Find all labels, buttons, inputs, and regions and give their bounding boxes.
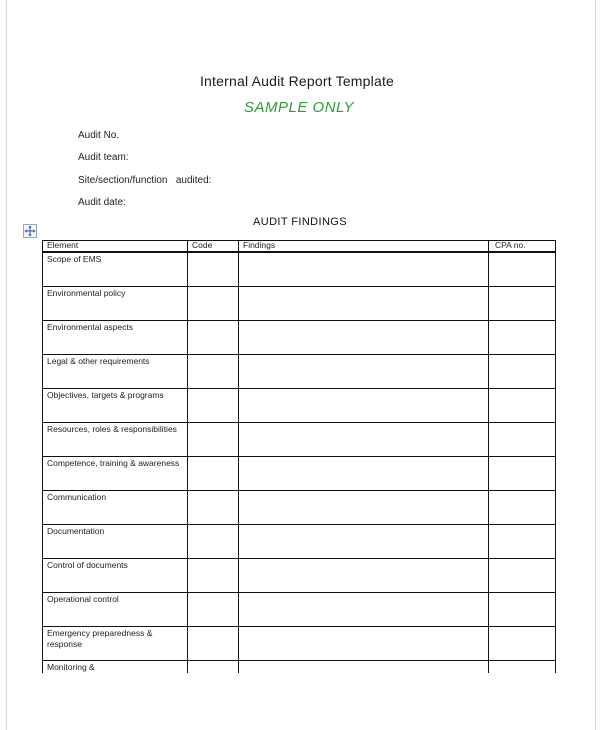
audit-findings-table <box>42 240 556 673</box>
table-row <box>43 491 556 525</box>
table-row <box>43 593 556 627</box>
column-header-cpa-no: CPA no. <box>489 241 556 253</box>
findings-cell[interactable] <box>239 661 489 674</box>
code-cell[interactable] <box>188 287 239 321</box>
cpa-cell[interactable] <box>489 389 556 423</box>
table-row <box>43 287 556 321</box>
code-cell[interactable] <box>188 559 239 593</box>
cpa-cell[interactable] <box>489 355 556 389</box>
table-move-handle[interactable] <box>23 224 37 238</box>
field-audit-date: Audit date: <box>78 197 126 208</box>
table-row <box>43 252 556 287</box>
element-operational-control: Operational control <box>47 594 119 604</box>
sample-only-subtitle: SAMPLE ONLY <box>244 99 354 116</box>
field-site-audited: Site/section/function audited: <box>78 175 212 186</box>
findings-cell[interactable] <box>239 355 489 389</box>
code-cell[interactable] <box>188 321 239 355</box>
element-documentation: Documentation <box>47 526 105 536</box>
findings-cell[interactable] <box>239 321 489 355</box>
element-environmental-policy: Environmental policy <box>47 288 126 298</box>
element-monitoring: Monitoring & <box>47 662 95 672</box>
audit-findings-heading: AUDIT FINDINGS <box>252 216 347 228</box>
findings-cell[interactable] <box>239 389 489 423</box>
column-header-findings: Findings <box>239 241 489 253</box>
code-cell[interactable] <box>188 389 239 423</box>
cpa-cell[interactable] <box>489 491 556 525</box>
column-header-code: Code <box>188 241 239 253</box>
element-scope-of-ems: Scope of EMS <box>47 254 102 264</box>
findings-cell[interactable] <box>239 287 489 321</box>
element-control-of-documents: Control of documents <box>47 560 128 570</box>
field-audit-team: Audit team: <box>78 152 129 163</box>
cpa-cell[interactable] <box>489 287 556 321</box>
table-row <box>43 355 556 389</box>
table-row <box>43 423 556 457</box>
table-row <box>43 627 556 661</box>
code-cell[interactable] <box>188 627 239 661</box>
cpa-cell[interactable] <box>489 423 556 457</box>
findings-cell[interactable] <box>239 457 489 491</box>
code-cell[interactable] <box>188 661 239 674</box>
cpa-cell[interactable] <box>489 252 556 287</box>
findings-cell[interactable] <box>239 423 489 457</box>
element-objectives-targets-programs: Objectives, targets & programs <box>47 390 164 400</box>
table-header-row <box>43 241 556 253</box>
table-row <box>43 457 556 491</box>
table-row <box>43 661 556 674</box>
table-row <box>43 321 556 355</box>
element-emergency-preparedness-response: Emergency preparedness & response <box>47 628 153 649</box>
cpa-cell[interactable] <box>489 321 556 355</box>
code-cell[interactable] <box>188 491 239 525</box>
cpa-cell[interactable] <box>489 525 556 559</box>
column-header-element: Element <box>43 241 188 253</box>
code-cell[interactable] <box>188 457 239 491</box>
findings-cell[interactable] <box>239 593 489 627</box>
table-row <box>43 525 556 559</box>
findings-cell[interactable] <box>239 627 489 661</box>
table-row <box>43 559 556 593</box>
element-resources-roles-responsibilities: Resources, roles & responsibilities <box>47 424 177 434</box>
code-cell[interactable] <box>188 525 239 559</box>
cpa-cell[interactable] <box>489 457 556 491</box>
cpa-cell[interactable] <box>489 627 556 661</box>
document-title: Internal Audit Report Template <box>199 73 395 89</box>
findings-cell[interactable] <box>239 252 489 287</box>
code-cell[interactable] <box>188 355 239 389</box>
findings-cell[interactable] <box>239 525 489 559</box>
code-cell[interactable] <box>188 423 239 457</box>
element-competence-training-awareness: Competence, training & awareness <box>47 458 180 468</box>
findings-cell[interactable] <box>239 559 489 593</box>
field-audit-no: Audit No. <box>78 130 120 141</box>
cpa-cell[interactable] <box>489 661 556 674</box>
findings-cell[interactable] <box>239 491 489 525</box>
code-cell[interactable] <box>188 593 239 627</box>
element-environmental-aspects: Environmental aspects <box>47 322 133 332</box>
cpa-cell[interactable] <box>489 559 556 593</box>
four-way-arrow-icon <box>24 225 36 237</box>
element-legal-other-requirements: Legal & other requirements <box>47 356 150 366</box>
cpa-cell[interactable] <box>489 593 556 627</box>
code-cell[interactable] <box>188 252 239 287</box>
element-communication: Communication <box>47 492 107 502</box>
table-row <box>43 389 556 423</box>
